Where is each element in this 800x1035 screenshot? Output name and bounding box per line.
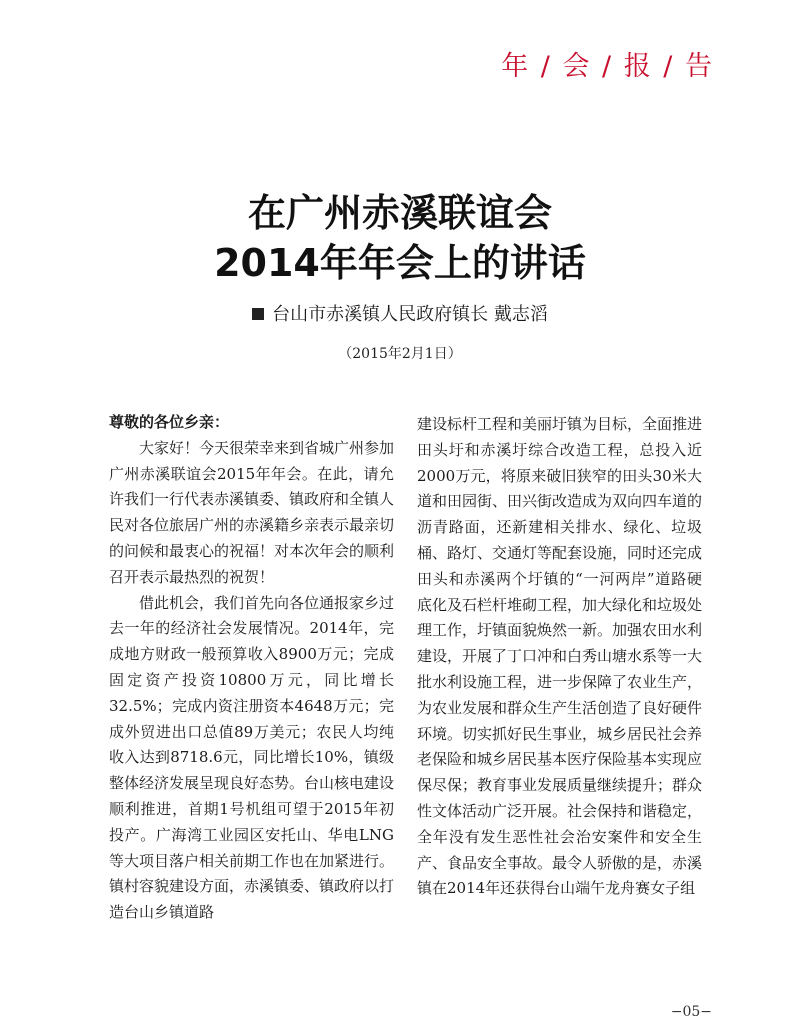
page-number: −05− bbox=[670, 1004, 712, 1020]
title-line-2: 2014年年会上的讲话 bbox=[214, 241, 586, 285]
body-column-right bbox=[417, 412, 702, 902]
body-column-left bbox=[109, 410, 394, 926]
paragraph: 大家好！今天很荣幸来到省城广州参加广州赤溪联谊会2015年年会。在此，请允许我们一行代表赤溪镇委、镇政府和全镇人民对各位旅居广州的赤溪籍乡亲表示最亲切的问候和最衷心的祝福！对本次年会的顺利召开表示最热烈的祝贺！ bbox=[109, 438, 395, 586]
byline bbox=[0, 300, 800, 326]
paragraph: 借此机会，我们首先向各位通报家乡过去一年的经济社会发展情况。2014年，完成地方财政一般预算收入8900万元；完成固定资产投资10800万元，同比增长32.5%；完成内资注册资本4648万元；完成外贸进出口总值89万美元；农民人均纯收入达到8718.6元，同比增长10%，镇级整体经济发展呈现良好态势。台山核电建设顺利推进，首期1号机组可望于2015年初投产。广海湾工业园区安托山、华电LNG等大项目落户相关前期工作也在加紧进行。镇村容貌建设方面，赤溪镇委、镇政府以打造台山乡镇道路 bbox=[109, 593, 395, 922]
title-line-1: 在广州赤溪联谊会 bbox=[247, 191, 552, 235]
speech-date: （2015年2月1日） bbox=[338, 346, 462, 362]
square-bullet-icon bbox=[252, 308, 264, 320]
salutation: 尊敬的各位乡亲： bbox=[109, 413, 230, 431]
paragraph-continued: 建设标杆工程和美丽圩镇为目标，全面推进田头圩和赤溪圩综合改造工程，总投入近2000万元，将原来破旧狭窄的田头30米大道和田园街、田兴街改造成为双向四车道的沥青路面，还新建相关排水、绿化、垃圾桶、路灯、交通灯等配套设施，同时还完成田头和赤溪两个圩镇的“一河两岸”道路硬底化及石栏杆堆砌工程，加大绿化和垃圾处理工作，圩镇面貌焕然一新。加强农田水利建设，开展了丁口冲和白秀山塘水系等一大批水利设施工程，进一步保障了农业生产，为农业发展和群众生产生活创造了良好硬件环境。切实抓好民生事业，城乡居民社会养老保险和城乡居民基本医疗保险基本实现应保尽保；教育事业发展质量继续提升；群众性文体活动广泛开展。社会保持和谐稳定，全年没有发生恶性社会治安案件和安全生产、食品安全事故。最令人骄傲的是，赤溪镇在2014年还获得台山端午龙舟赛女子组 bbox=[417, 415, 703, 898]
section-label: 年 / 会 / 报 / 告 bbox=[501, 51, 714, 82]
byline-text: 台山市赤溪镇人民政府镇长 戴志滔 bbox=[272, 304, 548, 325]
article-title bbox=[0, 188, 800, 288]
